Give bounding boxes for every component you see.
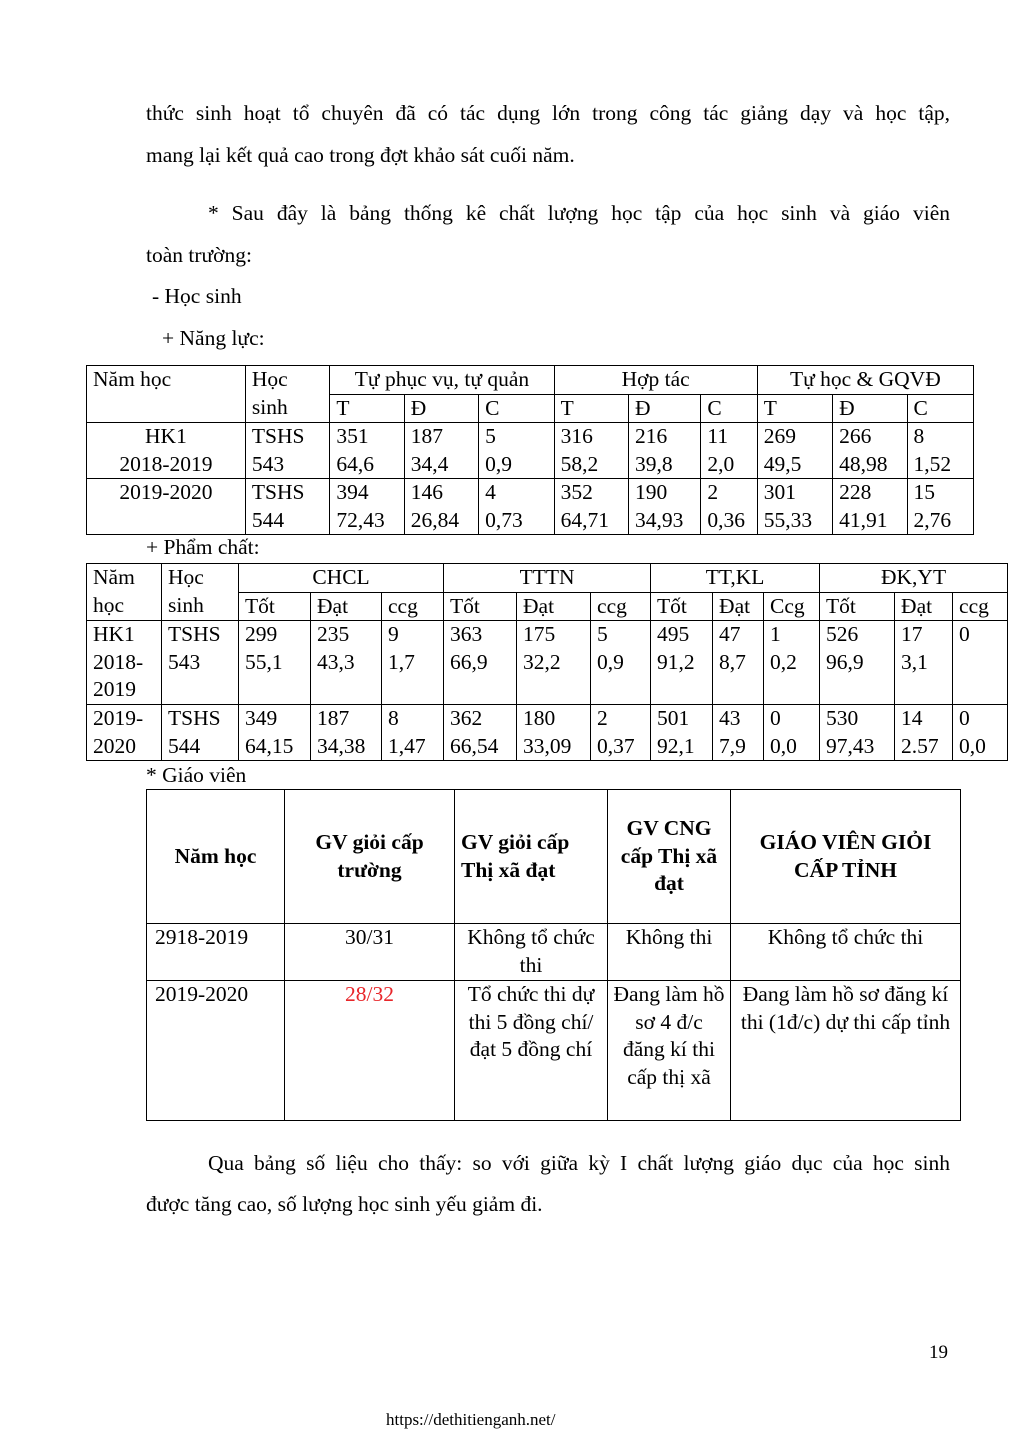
header-tttn: TTTN <box>444 564 651 593</box>
conclusion-line-2: được tăng cao, số lượng học sinh yếu giảm đi. <box>146 1192 543 1216</box>
value-cell: 269 49,5 <box>757 423 832 479</box>
value-cell: 394 72,43 <box>330 479 404 535</box>
value-cell: 2 0,36 <box>701 479 757 535</box>
year-cell: HK1 2018- 2019 <box>87 621 162 705</box>
intro-line-2: mang lại kết quả cao trong đợt khảo sát cuối năm. <box>146 143 575 167</box>
sub-header: ccg <box>591 592 651 621</box>
sub-header: Đạt <box>311 592 382 621</box>
header-hoc-sinh: Học sinh <box>162 564 239 621</box>
phamchat-table <box>86 563 1008 761</box>
value-cell: 1 0,2 <box>764 621 820 705</box>
header-tu-hoc: Tự học & GQVĐ <box>757 366 973 395</box>
value-cell: 180 33,09 <box>517 705 591 761</box>
value-cell: 14 2.57 <box>895 705 953 761</box>
value-cell: 216 39,8 <box>629 423 701 479</box>
table-row <box>87 479 974 535</box>
sub-header: ccg <box>953 592 1008 621</box>
table-row <box>147 981 961 1121</box>
value-cell: 8 1,47 <box>382 705 444 761</box>
value-cell: 495 91,2 <box>651 621 713 705</box>
value-cell: 228 41,91 <box>833 479 907 535</box>
sub-header: C <box>701 394 757 423</box>
value-cell: 30/31 <box>285 924 455 981</box>
page-number: 19 <box>929 1342 948 1363</box>
value-cell: 0 <box>953 621 1008 705</box>
hocsinh-label: - Học sinh <box>152 284 242 308</box>
year-cell: 2019- 2020 <box>87 705 162 761</box>
value-cell: 526 96,9 <box>820 621 895 705</box>
table-row <box>147 924 961 981</box>
value-cell: 43 7,9 <box>713 705 764 761</box>
sub-header: Đ <box>833 394 907 423</box>
hs-cell: TSHS 544 <box>162 705 239 761</box>
value-cell: Đang làm hồ sơ 4 đ/c đăng kí thi cấp thị xã <box>608 981 731 1121</box>
header-nam-hoc: Năm học <box>147 790 285 924</box>
sub-header: Đ <box>629 394 701 423</box>
value-cell: 351 64,6 <box>330 423 404 479</box>
intro-line-4: toàn trường: <box>146 243 253 267</box>
intro-line-3: * Sau đây là bảng thống kê chất lượng học tập của học sinh và giáo viên <box>208 201 950 225</box>
header-gv-truong: GV giỏi cấp trường <box>285 790 455 924</box>
value-cell: 5 0,9 <box>591 621 651 705</box>
phamchat-label: + Phẩm chất: <box>146 535 260 559</box>
value-cell: 301 55,33 <box>757 479 832 535</box>
value-cell: 187 34,4 <box>404 423 478 479</box>
header-dkyt: ĐK,YT <box>820 564 1008 593</box>
giaovien-label: * Giáo viên <box>146 763 247 787</box>
sub-header: Ccg <box>764 592 820 621</box>
value-cell: 190 34,93 <box>629 479 701 535</box>
hs-cell: TSHS 544 <box>245 479 329 535</box>
footer-url[interactable]: https://dethitienganh.net/ <box>386 1410 556 1429</box>
value-cell: 530 97,43 <box>820 705 895 761</box>
value-cell: 362 66,54 <box>444 705 517 761</box>
year-cell: 2918-2019 <box>147 924 285 981</box>
sub-header: Tốt <box>239 592 311 621</box>
header-chcl: CHCL <box>239 564 444 593</box>
header-nam-hoc: Năm học <box>87 564 162 621</box>
value-cell: 5 0,9 <box>479 423 554 479</box>
year-cell: 2019-2020 <box>87 479 246 535</box>
year-cell: HK1 2018-2019 <box>87 423 246 479</box>
value-cell: 235 43,3 <box>311 621 382 705</box>
header-gv-tinh: GIÁO VIÊN GIỎI CẤP TỈNH <box>731 790 961 924</box>
value-cell: 2 0,37 <box>591 705 651 761</box>
value-cell: 17 3,1 <box>895 621 953 705</box>
year-cell: 2019-2020 <box>147 981 285 1121</box>
value-cell: 349 64,15 <box>239 705 311 761</box>
sub-header: Đ <box>404 394 478 423</box>
nangluc-label: + Năng lực: <box>162 326 265 350</box>
sub-header: Tốt <box>444 592 517 621</box>
sub-header: T <box>757 394 832 423</box>
intro-line-1: thức sinh hoạt tổ chuyên đã có tác dụng lớn trong công tác giảng dạy và học tập, <box>146 101 950 125</box>
value-cell: 501 92,1 <box>651 705 713 761</box>
value-cell: 9 1,7 <box>382 621 444 705</box>
value-cell: Không thi <box>608 924 731 981</box>
hs-cell: TSHS 543 <box>245 423 329 479</box>
header-gv-cng: GV CNG cấp Thị xã đạt <box>608 790 731 924</box>
highlight-value-cell: 28/32 <box>285 981 455 1121</box>
value-cell: 175 32,2 <box>517 621 591 705</box>
header-nam-hoc: Năm học <box>87 366 246 423</box>
value-cell: 8 1,52 <box>907 423 973 479</box>
giaovien-table <box>146 789 961 1121</box>
nangluc-table <box>86 365 974 535</box>
value-cell: 266 48,98 <box>833 423 907 479</box>
sub-header: Đạt <box>517 592 591 621</box>
value-cell: Đang làm hồ sơ đăng kí thi (1đ/c) dự thi cấp tỉnh <box>731 981 961 1121</box>
value-cell: Tổ chức thi dự thi 5 đồng chí/ đạt 5 đồng chí <box>455 981 608 1121</box>
sub-header: C <box>907 394 973 423</box>
value-cell: Không tổ chức thi <box>455 924 608 981</box>
header-hop-tac: Hợp tác <box>554 366 757 395</box>
value-cell: 0 0,0 <box>764 705 820 761</box>
table-row <box>87 621 1008 705</box>
value-cell: 0 0,0 <box>953 705 1008 761</box>
value-cell: 47 8,7 <box>713 621 764 705</box>
table-row <box>87 705 1008 761</box>
sub-header: Tốt <box>820 592 895 621</box>
conclusion-line-1: Qua bảng số liệu cho thấy: so với giữa kỳ I chất lượng giáo dục của học sinh <box>208 1151 950 1175</box>
value-cell: 11 2,0 <box>701 423 757 479</box>
sub-header: Đạt <box>895 592 953 621</box>
header-hoc-sinh: Học sinh <box>245 366 329 423</box>
value-cell: 299 55,1 <box>239 621 311 705</box>
sub-header: Tốt <box>651 592 713 621</box>
value-cell: 15 2,76 <box>907 479 973 535</box>
sub-header: Đạt <box>713 592 764 621</box>
header-ttkl: TT,KL <box>651 564 820 593</box>
sub-header: ccg <box>382 592 444 621</box>
sub-header: C <box>479 394 554 423</box>
header-tu-phuc-vu: Tự phục vụ, tự quản <box>330 366 554 395</box>
sub-header: T <box>330 394 404 423</box>
value-cell: 4 0,73 <box>479 479 554 535</box>
sub-header: T <box>554 394 628 423</box>
value-cell: 316 58,2 <box>554 423 628 479</box>
value-cell: 187 34,38 <box>311 705 382 761</box>
value-cell: 146 26,84 <box>404 479 478 535</box>
hs-cell: TSHS 543 <box>162 621 239 705</box>
value-cell: Không tổ chức thi <box>731 924 961 981</box>
value-cell: 352 64,71 <box>554 479 628 535</box>
value-cell: 363 66,9 <box>444 621 517 705</box>
table-row <box>87 423 974 479</box>
header-gv-thixa: GV giỏi cấp Thị xã đạt <box>455 790 608 924</box>
